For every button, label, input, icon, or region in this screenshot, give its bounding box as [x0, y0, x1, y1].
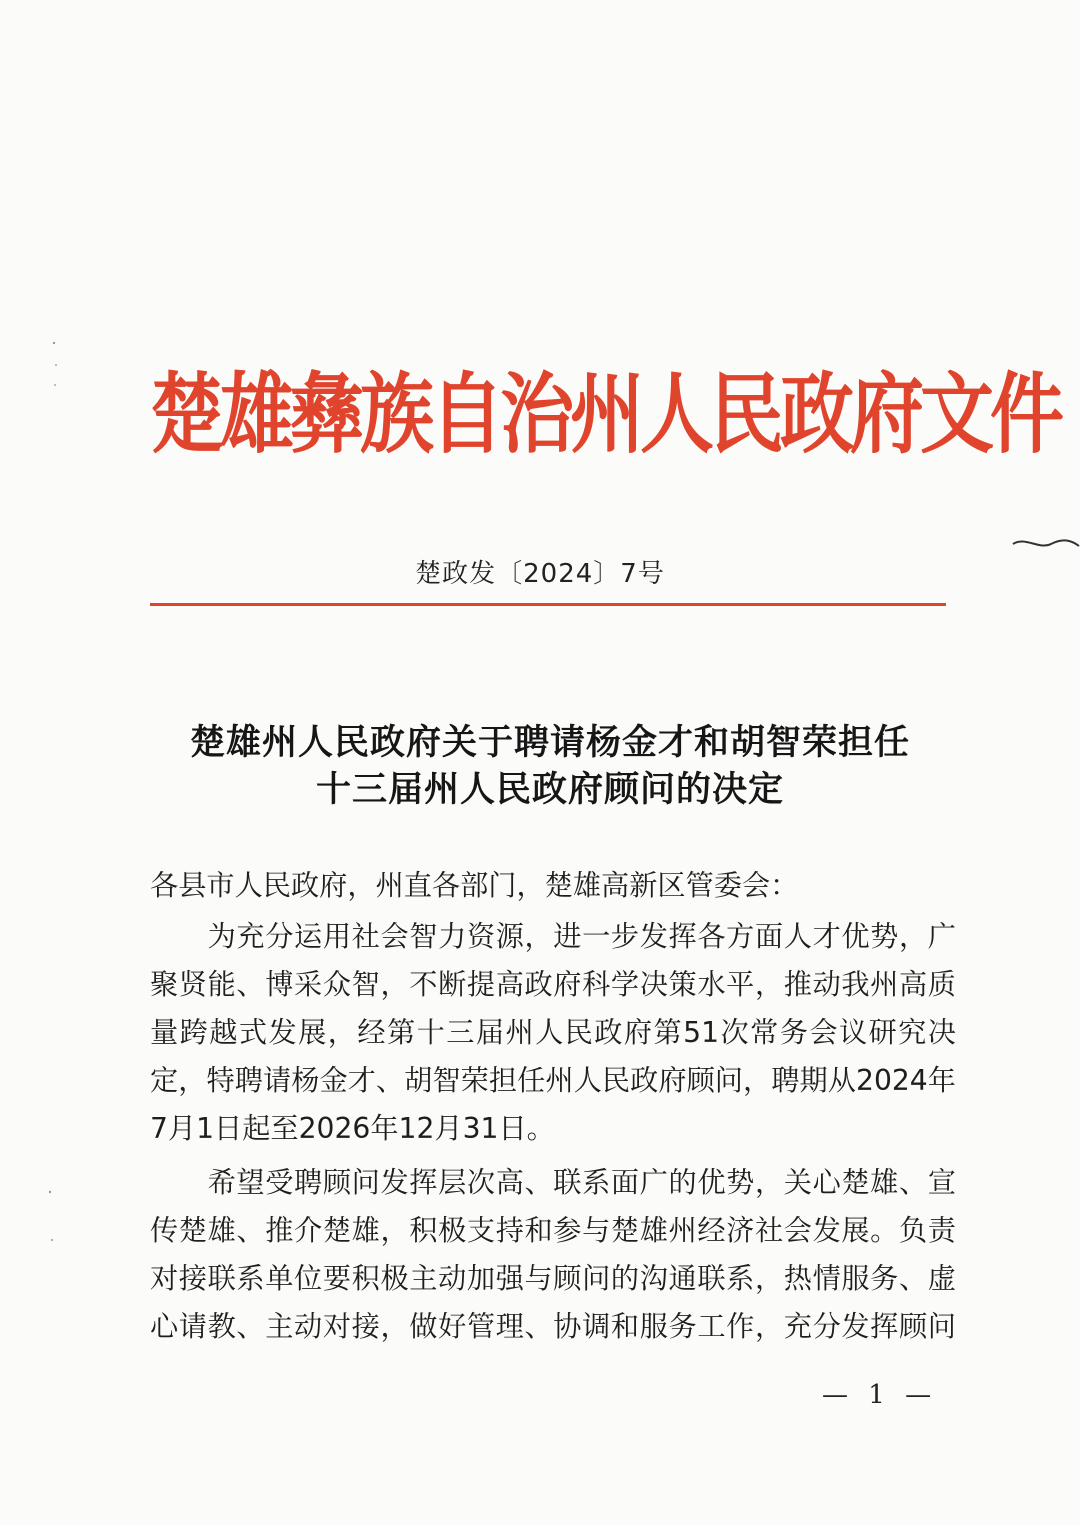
body-line: 7月1日起至2026年12月31日。 — [150, 1112, 555, 1145]
body-line: 希望受聘顾问发挥层次高、联系面广的优势，关心楚雄、宣 — [150, 1166, 956, 1199]
body-line: 对接联系单位要积极主动加强与顾问的沟通联系，热情服务、虚 — [150, 1262, 956, 1295]
salutation-line: 各县市人民政府，州直各部门，楚雄高新区管委会： — [150, 869, 799, 902]
red-divider-rule — [150, 603, 946, 606]
masthead-title: 楚雄彝族自治州人民政府文件 — [150, 364, 1060, 466]
page-number: — 1 — — [822, 1380, 938, 1410]
document-title-line-2: 十三届州人民政府顾问的决定 — [315, 769, 784, 810]
body-line: 传楚雄、推介楚雄，积极支持和参与楚雄州经济社会发展。负责 — [150, 1214, 956, 1247]
body-line: 聚贤能、博采众智，不断提高政府科学决策水平，推动我州高质 — [150, 968, 956, 1001]
scan-speck-mark — [48, 335, 64, 395]
body-line: 心请教、主动对接，做好管理、协调和服务工作，充分发挥顾问 — [150, 1310, 956, 1343]
document-title-line-1: 楚雄州人民政府关于聘请杨金才和胡智荣担任 — [189, 722, 910, 763]
body-line: 量跨越式发展，经第十三届州人民政府第51次常务会议研究决 — [150, 1016, 956, 1049]
scan-speck-mark — [44, 1180, 60, 1250]
body-line: 为充分运用社会智力资源，进一步发挥各方面人才优势，广 — [150, 920, 956, 953]
pen-stroke-mark — [1005, 528, 1080, 558]
document-number: 楚政发〔2024〕7号 — [415, 559, 665, 589]
body-line: 定，特聘请杨金才、胡智荣担任州人民政府顾问，聘期从2024年 — [150, 1064, 956, 1097]
